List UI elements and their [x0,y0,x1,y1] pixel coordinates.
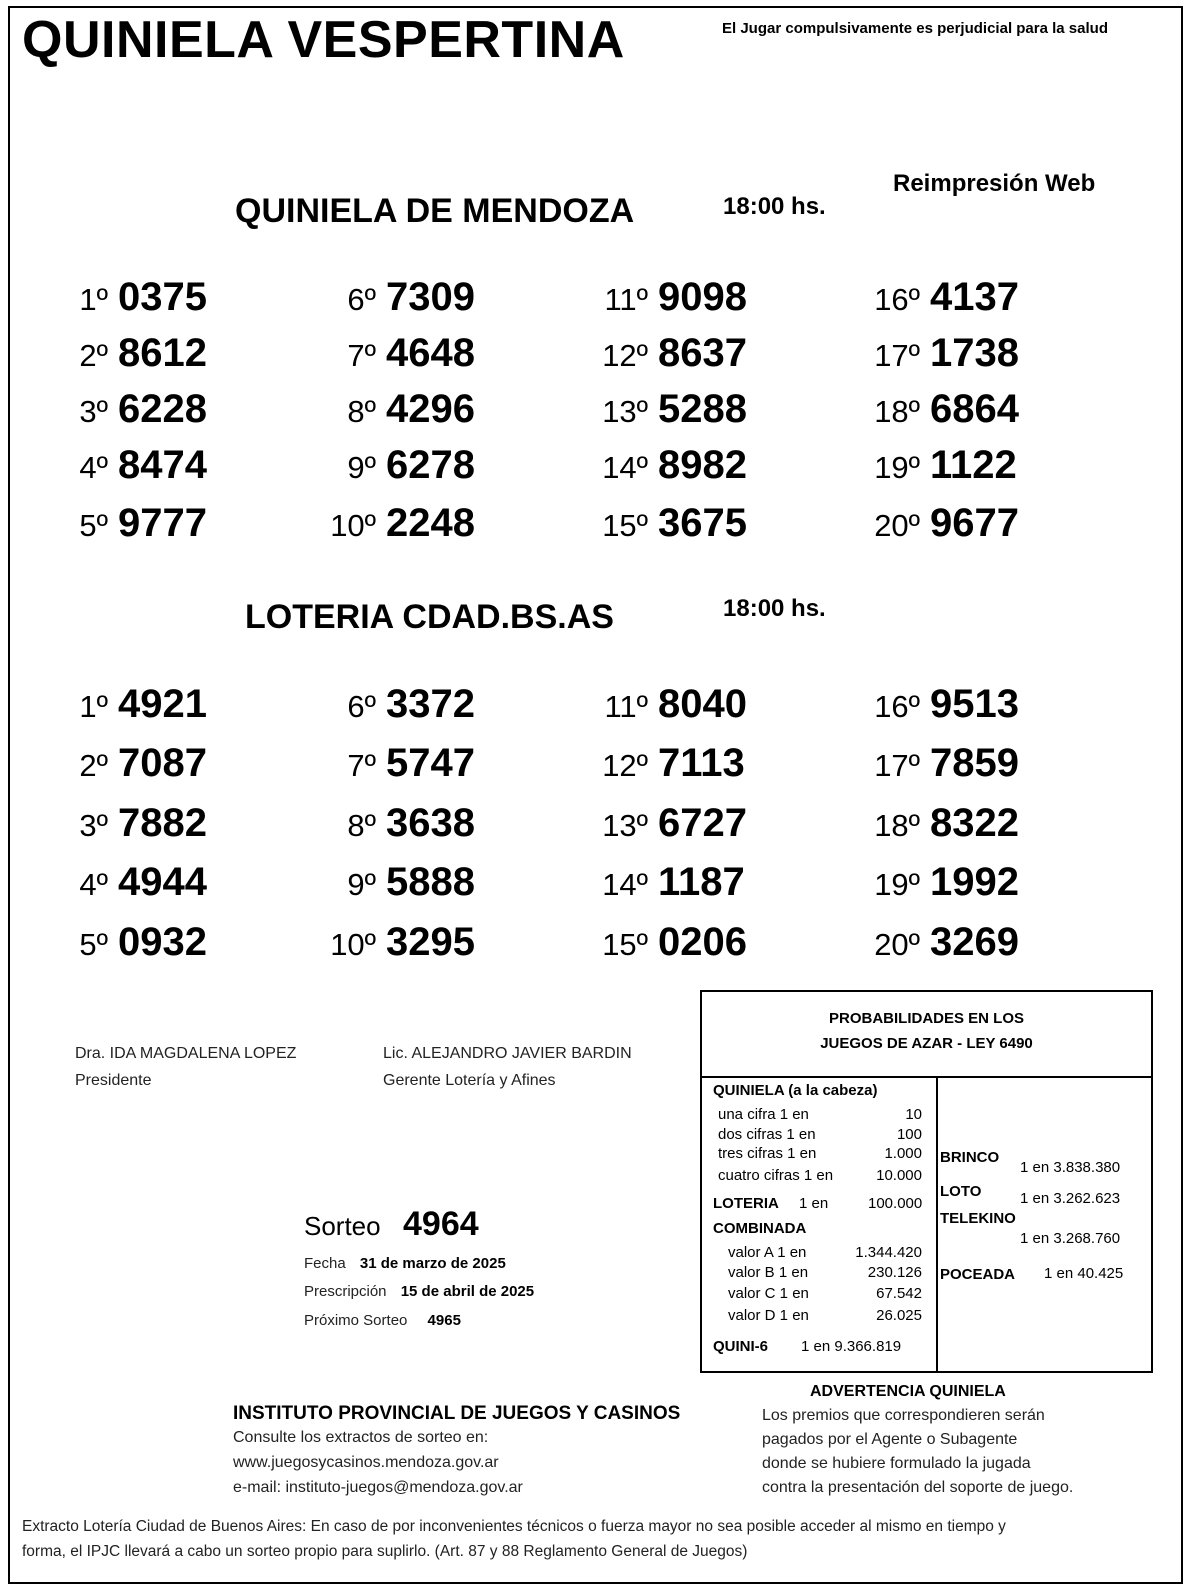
result-number: 4296 [386,387,475,431]
result-number: 7882 [118,801,207,845]
brinco-prob-label: BRINCO [940,1149,1000,1166]
result-position: 12º [602,338,648,373]
signature-right-name: Lic. ALEJANDRO JAVIER BARDIN [383,1045,632,1062]
result-position: 5º [79,927,108,962]
prob-row-value: 1.344.420 [855,1244,922,1261]
prob-row-value: 26.025 [876,1307,922,1324]
probabilidades-divider [936,1078,938,1373]
result-cell [298,331,475,376]
result-cell [842,331,1019,376]
result-position: 18º [874,808,920,843]
result-position: 7º [347,338,376,373]
result-cell [570,741,745,786]
advertencia-line4: contra la presentación del soporte de juego. [762,1479,1074,1496]
result-cell [842,741,1019,786]
result-position: 20º [874,508,920,543]
result-position: 16º [874,689,920,724]
result-number: 9098 [658,275,747,319]
proximo-value: 4965 [427,1312,461,1329]
result-position: 10º [330,927,376,962]
result-position: 15º [602,927,648,962]
prob-row-label: valor D 1 en [728,1307,809,1324]
prescripcion-row [304,1283,534,1300]
result-cell [842,682,1019,727]
prob-row-value: 230.126 [867,1264,922,1281]
result-position: 9º [347,867,376,902]
brinco-prob-value: 1 en 3.838.380 [1020,1159,1121,1176]
advertencia-line3: donde se hubiere formulado la jugada [762,1455,1031,1472]
result-number: 3638 [386,801,475,845]
signature-right-role: Gerente Lotería y Afines [383,1072,556,1089]
result-number: 8322 [930,801,1019,845]
result-cell [842,920,1019,965]
result-cell [570,443,747,488]
result-cell [30,801,207,846]
result-cell [570,860,745,905]
result-number: 0206 [658,920,747,964]
result-position: 7º [347,748,376,783]
result-number: 3295 [386,920,475,964]
result-position: 12º [602,748,648,783]
result-number: 7087 [118,741,207,785]
result-cell [30,275,207,320]
advertencia-line1: Los premios que correspondieren serán [762,1407,1045,1424]
bsas-time: 18:00 hs. [723,595,826,622]
result-number: 4137 [930,275,1019,319]
result-cell [570,920,747,965]
loto-prob-label: LOTO [940,1183,982,1200]
result-number: 8637 [658,331,747,375]
signature-left-role: Presidente [75,1072,152,1089]
result-number: 8612 [118,331,207,375]
result-number: 4944 [118,860,207,904]
result-cell [298,741,475,786]
result-position: 19º [874,450,920,485]
result-cell [842,501,1019,546]
result-number: 6278 [386,443,475,487]
loteria-prob-value: 100.000 [868,1195,923,1212]
result-cell [30,741,207,786]
result-position: 6º [347,282,376,317]
result-position: 18º [874,394,920,429]
result-cell [30,501,207,546]
result-number: 1122 [930,443,1017,487]
prob-row-value: 10.000 [876,1167,922,1184]
quini6-prob-label: QUINI-6 [713,1338,769,1355]
result-cell [30,387,207,432]
result-number: 9677 [930,501,1019,545]
result-position: 1º [79,689,108,724]
result-cell [570,801,747,846]
advertencia-line2: pagados por el Agente o Subagente [762,1431,1018,1448]
result-number: 5888 [386,860,475,904]
result-number: 2248 [386,501,475,545]
footer-line2: forma, el IPJC llevará a cabo un sorteo propio para suplirlo. (Art. 87 y 88 Reglamento General de Juegos) [22,1543,748,1560]
result-number: 1992 [930,860,1019,904]
loteria-prob-label: LOTERIA [713,1195,779,1212]
result-position: 3º [79,808,108,843]
mendoza-time: 18:00 hs. [723,193,826,220]
result-position: 10º [330,508,376,543]
result-cell [570,331,747,376]
prob-row-label: valor C 1 en [728,1285,809,1302]
result-cell [570,682,747,727]
result-position: 2º [79,338,108,373]
result-number: 9777 [118,501,207,545]
health-warning: El Jugar compulsivamente es perjudicial para la salud [722,20,1108,37]
result-cell [298,682,475,727]
result-position: 14º [602,450,648,485]
result-number: 6228 [118,387,207,431]
telekino-prob-label: TELEKINO [940,1210,1016,1227]
result-cell [30,331,207,376]
loto-prob-value: 1 en 3.262.623 [1020,1190,1121,1207]
result-number: 8040 [658,682,747,726]
result-position: 15º [602,508,648,543]
result-number: 7309 [386,275,475,319]
result-number: 4921 [118,682,207,726]
result-position: 20º [874,927,920,962]
result-number: 3675 [658,501,747,545]
result-number: 5288 [658,387,747,431]
result-number: 6864 [930,387,1019,431]
quini6-prob-value: 1 en 9.366.819 [801,1338,902,1355]
probabilidades-header-line1: PROBABILIDADES EN LOS [828,1010,1024,1027]
proximo-label: Próximo Sorteo [304,1312,408,1329]
result-number: 3269 [930,920,1019,964]
result-cell [570,501,747,546]
fecha-value: 31 de marzo de 2025 [359,1255,506,1272]
result-cell [298,443,475,488]
result-position: 16º [874,282,920,317]
telekino-prob-value: 1 en 3.268.760 [1020,1230,1121,1247]
result-position: 5º [79,508,108,543]
combinada-prob-label: COMBINADA [713,1220,807,1237]
prob-row-label: dos cifras 1 en [718,1126,816,1143]
result-position: 2º [79,748,108,783]
result-position: 9º [347,450,376,485]
prob-row-label: tres cifras 1 en [718,1145,817,1162]
advertencia-title: ADVERTENCIA QUINIELA [810,1383,1006,1400]
result-position: 8º [347,394,376,429]
signature-left-name: Dra. IDA MAGDALENA LOPEZ [75,1045,297,1062]
result-cell [842,387,1019,432]
prob-row-label: valor B 1 en [728,1264,809,1281]
result-position: 17º [874,748,920,783]
result-position: 19º [874,867,920,902]
result-number: 5747 [386,741,475,785]
probabilidades-header [702,992,1151,1078]
result-cell [570,275,747,320]
result-number: 1187 [658,860,745,904]
result-position: 17º [874,338,920,373]
result-number: 0932 [118,920,207,964]
page-title: QUINIELA VESPERTINA [22,11,625,69]
instituto-name: INSTITUTO PROVINCIAL DE JUEGOS Y CASINOS [233,1403,681,1424]
result-position: 13º [602,808,648,843]
fecha-row [304,1255,506,1272]
prob-row-value: 67.542 [876,1285,922,1302]
result-position: 4º [79,867,108,902]
footer-line1: Extracto Lotería Ciudad de Buenos Aires: En caso de por inconvenientes técnicos o fuerza mayor no sea posible acceder al mismo en tiempo y [22,1518,1006,1535]
result-position: 4º [79,450,108,485]
result-number: 9513 [930,682,1019,726]
result-cell [30,860,207,905]
result-number: 8474 [118,443,207,487]
result-cell [842,860,1019,905]
prob-row-label: cuatro cifras 1 en [718,1167,834,1184]
result-position: 13º [602,394,648,429]
result-cell [298,860,475,905]
sorteo-number: 4964 [403,1205,479,1243]
loteria-prob-en: 1 en [799,1195,829,1212]
result-position: 1º [79,282,108,317]
instituto-email: e-mail: instituto-juegos@mendoza.gov.ar [233,1479,523,1496]
probabilidades-header-line2: JUEGOS DE AZAR - LEY 6490 [820,1035,1033,1052]
result-cell [298,920,475,965]
result-cell [842,801,1019,846]
mendoza-title: QUINIELA DE MENDOZA [235,192,635,230]
prescripcion-label: Prescripción [304,1283,387,1300]
result-cell [842,443,1017,488]
result-cell [30,443,207,488]
bsas-title: LOTERIA CDAD.BS.AS [245,598,614,636]
result-cell [570,387,747,432]
result-number: 4648 [386,331,475,375]
result-position: 6º [347,689,376,724]
result-cell [298,501,475,546]
prob-row-label: una cifra 1 en [718,1106,809,1123]
result-cell [298,275,475,320]
result-number: 3372 [386,682,475,726]
result-number: 0375 [118,275,207,319]
result-number: 1738 [930,331,1019,375]
quiniela-prob-label: QUINIELA (a la cabeza) [713,1082,878,1099]
result-number: 6727 [658,801,747,845]
proximo-row [304,1312,461,1329]
result-cell [298,387,475,432]
prescripcion-value: 15 de abril de 2025 [400,1283,535,1300]
result-cell [30,920,207,965]
result-cell [30,682,207,727]
result-position: 11º [604,689,648,724]
result-position: 3º [79,394,108,429]
reprint-label: Reimpresión Web [893,170,1096,197]
prob-row-label: valor A 1 en [728,1244,807,1261]
result-position: 8º [347,808,376,843]
result-position: 11º [604,282,648,317]
result-number: 7113 [658,741,745,785]
prob-row-value: 10 [905,1106,922,1123]
instituto-website: www.juegosycasinos.mendoza.gov.ar [233,1454,499,1471]
poceada-prob-value: 1 en 40.425 [1044,1265,1124,1282]
result-number: 7859 [930,741,1019,785]
probabilidades-box [700,990,1153,1373]
result-cell [298,801,475,846]
result-number: 8982 [658,443,747,487]
sorteo-label: Sorteo [304,1211,381,1241]
result-position: 14º [602,867,648,902]
instituto-line1: Consulte los extractos de sorteo en: [233,1429,489,1446]
poceada-prob-label: POCEADA [940,1266,1016,1283]
prob-row-value: 1.000 [884,1145,922,1162]
prob-row-value: 100 [896,1126,922,1143]
result-cell [842,275,1019,320]
fecha-label: Fecha [304,1255,346,1272]
